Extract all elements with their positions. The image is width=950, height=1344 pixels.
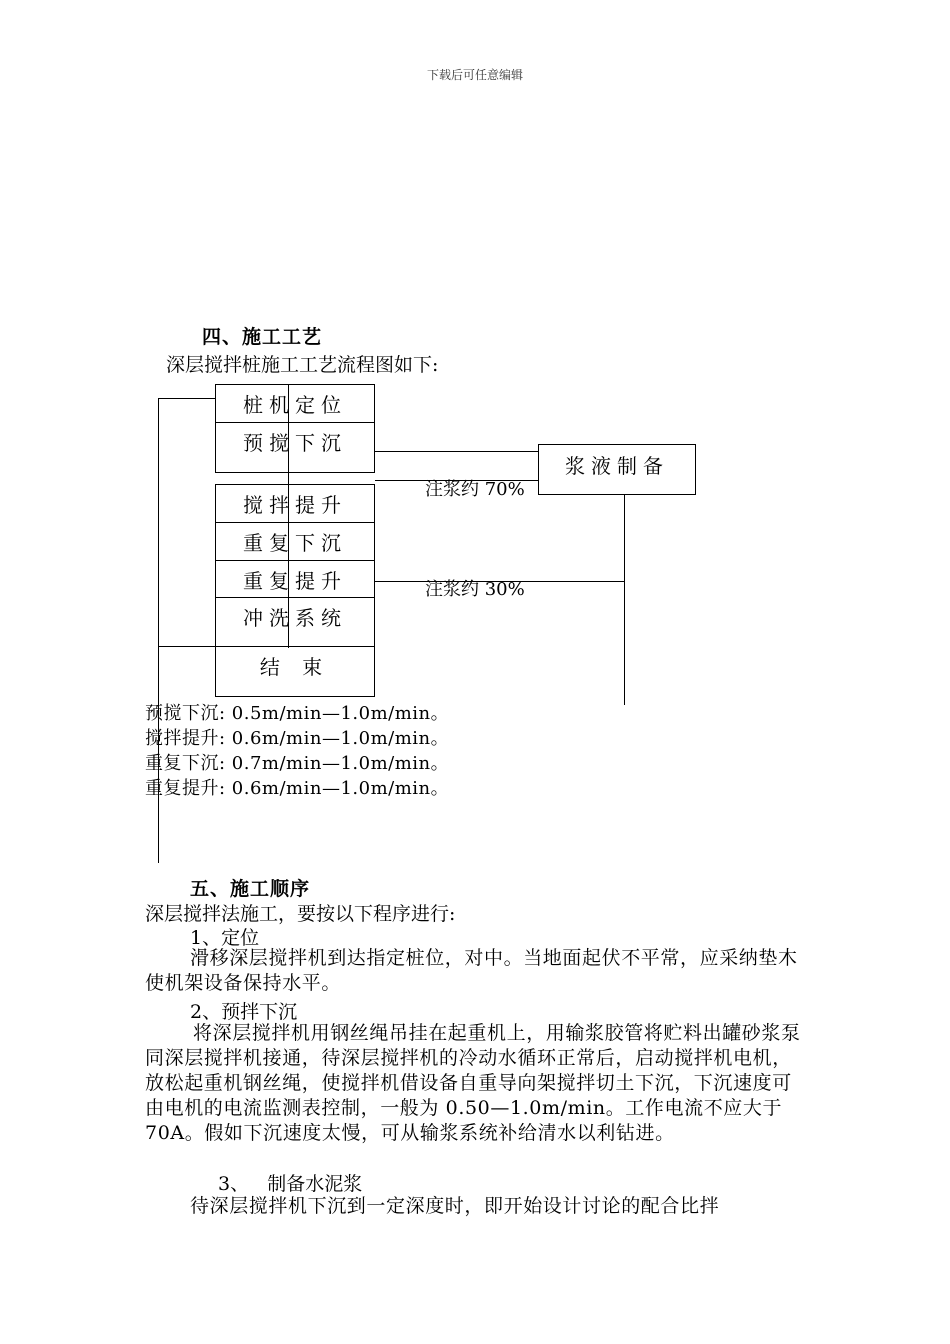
- section4-intro: 深层搅拌桩施工工艺流程图如下:: [166, 354, 439, 376]
- speed-line: 预搅下沉: 0.5m/min—1.0m/min。: [145, 703, 450, 724]
- flow-divider: [215, 422, 375, 423]
- speed-line: 重复下沉: 0.7m/min—1.0m/min。: [145, 753, 450, 774]
- flow-step-position: 桩机定位: [243, 393, 347, 417]
- section5-title: 五、施工顺序: [190, 878, 311, 900]
- flow-center-line: [288, 384, 289, 648]
- item3-title: 3、 制备水泥浆: [218, 1173, 363, 1195]
- flow-step-repeat-lift: 重复提升: [243, 569, 347, 593]
- flow-slurry-label: 浆液制备: [565, 454, 669, 478]
- speed-line: 搅拌提升: 0.6m/min—1.0m/min。: [145, 728, 450, 749]
- item3-body: 待深层搅拌机下沉到一定深度时，即开始设计讨论的配合比拌: [190, 1195, 720, 1217]
- item2-body: 将深层搅拌机用钢丝绳吊挂在起重机上，用输浆胶管将贮料出罐砂浆泵同深层搅拌机接通，待深层搅拌机的冷动水循环正常后，启动搅拌机电机，放松起重机钢丝绳，使搅拌机借设备自重导向架搅拌切土下沉，下沉速度可由电机的电流监测表控制，一般为 0.50—1.0m/min。工作电流不应大于 70A。假如下沉速度太慢，可从输浆系统补给清水以利钻进。: [145, 1022, 801, 1144]
- flow-step-end: 结 束: [259, 655, 331, 679]
- item2-title: 2、预拌下沉: [190, 1001, 298, 1023]
- flow-step-flush: 冲洗系统: [243, 606, 347, 630]
- flow-step-premix-sink: 预搅下沉: [243, 431, 347, 455]
- flow-divider: [215, 522, 375, 523]
- flow-loop-bottom: [158, 646, 215, 647]
- section5-intro: 深层搅拌法施工，要按以下程序进行:: [145, 903, 456, 925]
- flow-slurry-line: [624, 495, 625, 705]
- flow-note-30: 注浆约 30%: [425, 579, 525, 600]
- flow-divider: [215, 646, 375, 647]
- flow-loop-top: [158, 398, 215, 399]
- flow-step-mix-lift: 搅拌提升: [243, 493, 347, 517]
- flow-divider: [215, 560, 375, 561]
- section4-title: 四、施工工艺: [202, 326, 323, 348]
- flow-step-repeat-sink: 重复下沉: [243, 531, 347, 555]
- flow-connector: [375, 451, 538, 452]
- item1-body: 滑移深层搅拌机到达指定桩位，对中。当地面起伏不平常，应采纳垫木使机架设备保持水平。: [145, 947, 798, 994]
- speed-line: 重复提升: 0.6m/min—1.0m/min。: [145, 778, 450, 799]
- page-header: 下载后可任意编辑: [426, 68, 523, 82]
- flow-note-70: 注浆约 70%: [425, 479, 525, 500]
- flow-divider: [215, 597, 375, 598]
- item1-title: 1、定位: [190, 927, 260, 949]
